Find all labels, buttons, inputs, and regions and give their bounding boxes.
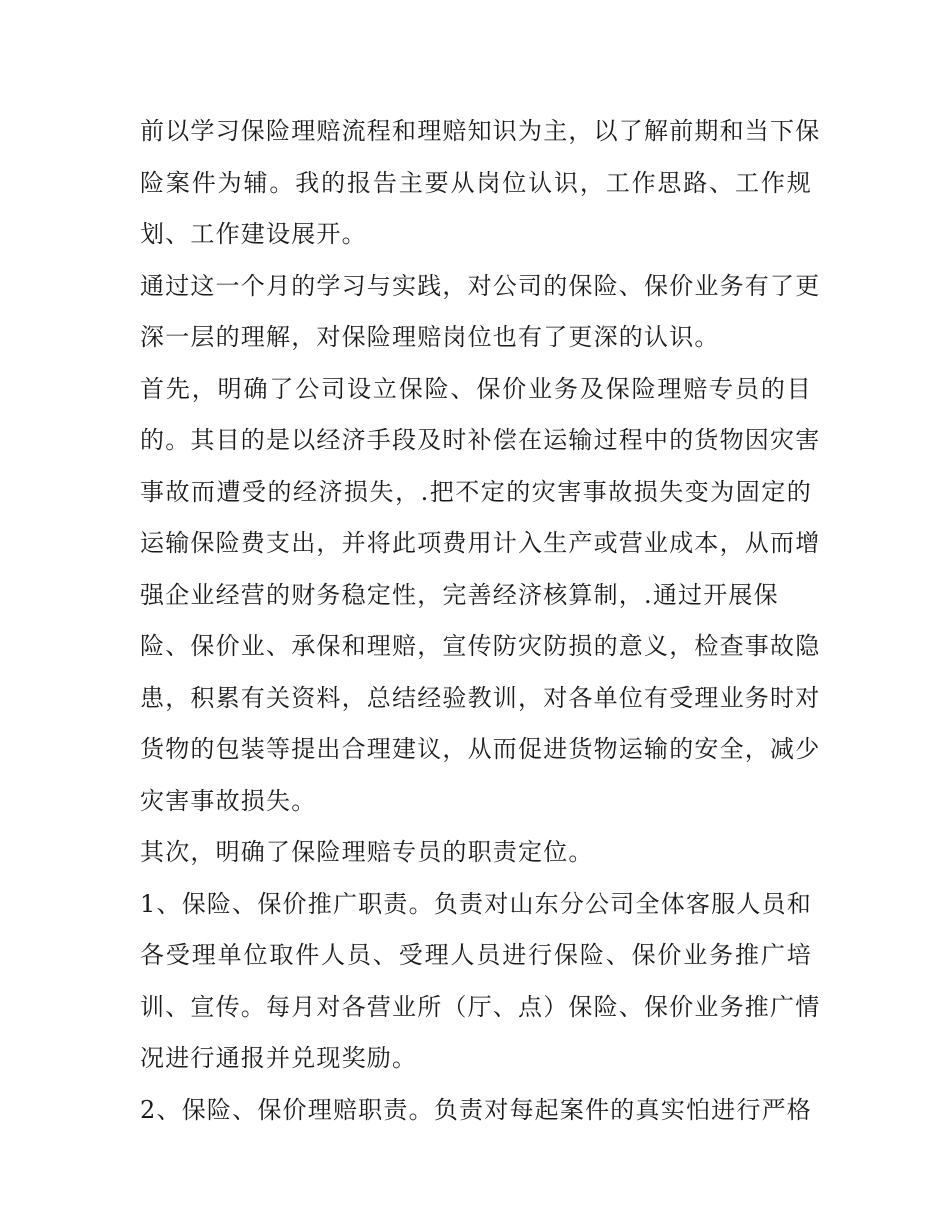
text-line: 灾害事故损失。: [140, 786, 317, 815]
document-body: [140, 106, 821, 1136]
paragraph-duty-intro: [140, 827, 812, 879]
text-line: 2、保险、保价理赔职责。负责对每起案件的真实怕进行严格: [140, 1095, 812, 1124]
text-line: 各受理单位取件人员、受理人员进行保险、保价业务推广培: [140, 941, 812, 969]
text-line: 通过这一个月的学习与实践，对公司的保险、保价业务有了更: [140, 271, 821, 300]
paragraph-duty-2: [140, 1085, 812, 1137]
text-line: 其次，明确了保险理赔专员的职责定位。: [140, 838, 594, 866]
text-line: 的。其目的是以经济手段及时补偿在运输过程中的货物因灾害: [140, 426, 821, 454]
text-line: 货物的包装等提出合理建议，从而促进货物运输的安全，减少: [140, 735, 821, 763]
text-line: 前以学习保险理赔流程和理赔知识为主，以了解前期和当下保: [140, 117, 821, 145]
text-line: 况进行通报并兑现奖励。: [140, 1044, 418, 1072]
text-line: 事故而遭受的经济损失，.把不定的灾害事故损失变为固定的: [140, 477, 812, 506]
text-line: 强企业经营的财务稳定性，完善经济核算制，.通过开展保: [140, 580, 779, 609]
text-line: 划、工作建设展开。: [140, 220, 367, 248]
text-line: 首先，明确了公司设立保险、保价业务及保险理赔专员的目: [140, 374, 812, 403]
text-line: 险、保价业、承保和理赔，宣传防灾防损的意义，检查事故隐: [140, 632, 821, 660]
paragraph-duty-1: [140, 879, 821, 1085]
text-line: 险案件为辅。我的报告主要从岗位认识，工作思路、工作规: [140, 168, 812, 197]
text-line: 1、保险、保价推广职责。负责对山东分公司全体客服人员和: [140, 889, 812, 918]
text-line: 深一层的理解，对保险理赔岗位也有了更深的认识。: [140, 323, 720, 351]
text-line: 患，积累有关资料，总结经验教训，对各单位有受理业务时对: [140, 683, 821, 712]
text-line: 运输保险费支出，并将此项费用计入生产或营业成本，从而增: [140, 529, 821, 557]
paragraph-month-practice: [140, 261, 821, 364]
text-line: 训、宣传。每月对各营业所（厅、点）保险、保价业务推广情: [140, 992, 821, 1021]
paragraph-purpose: [140, 364, 821, 828]
paragraph-study-focus: [140, 106, 821, 261]
